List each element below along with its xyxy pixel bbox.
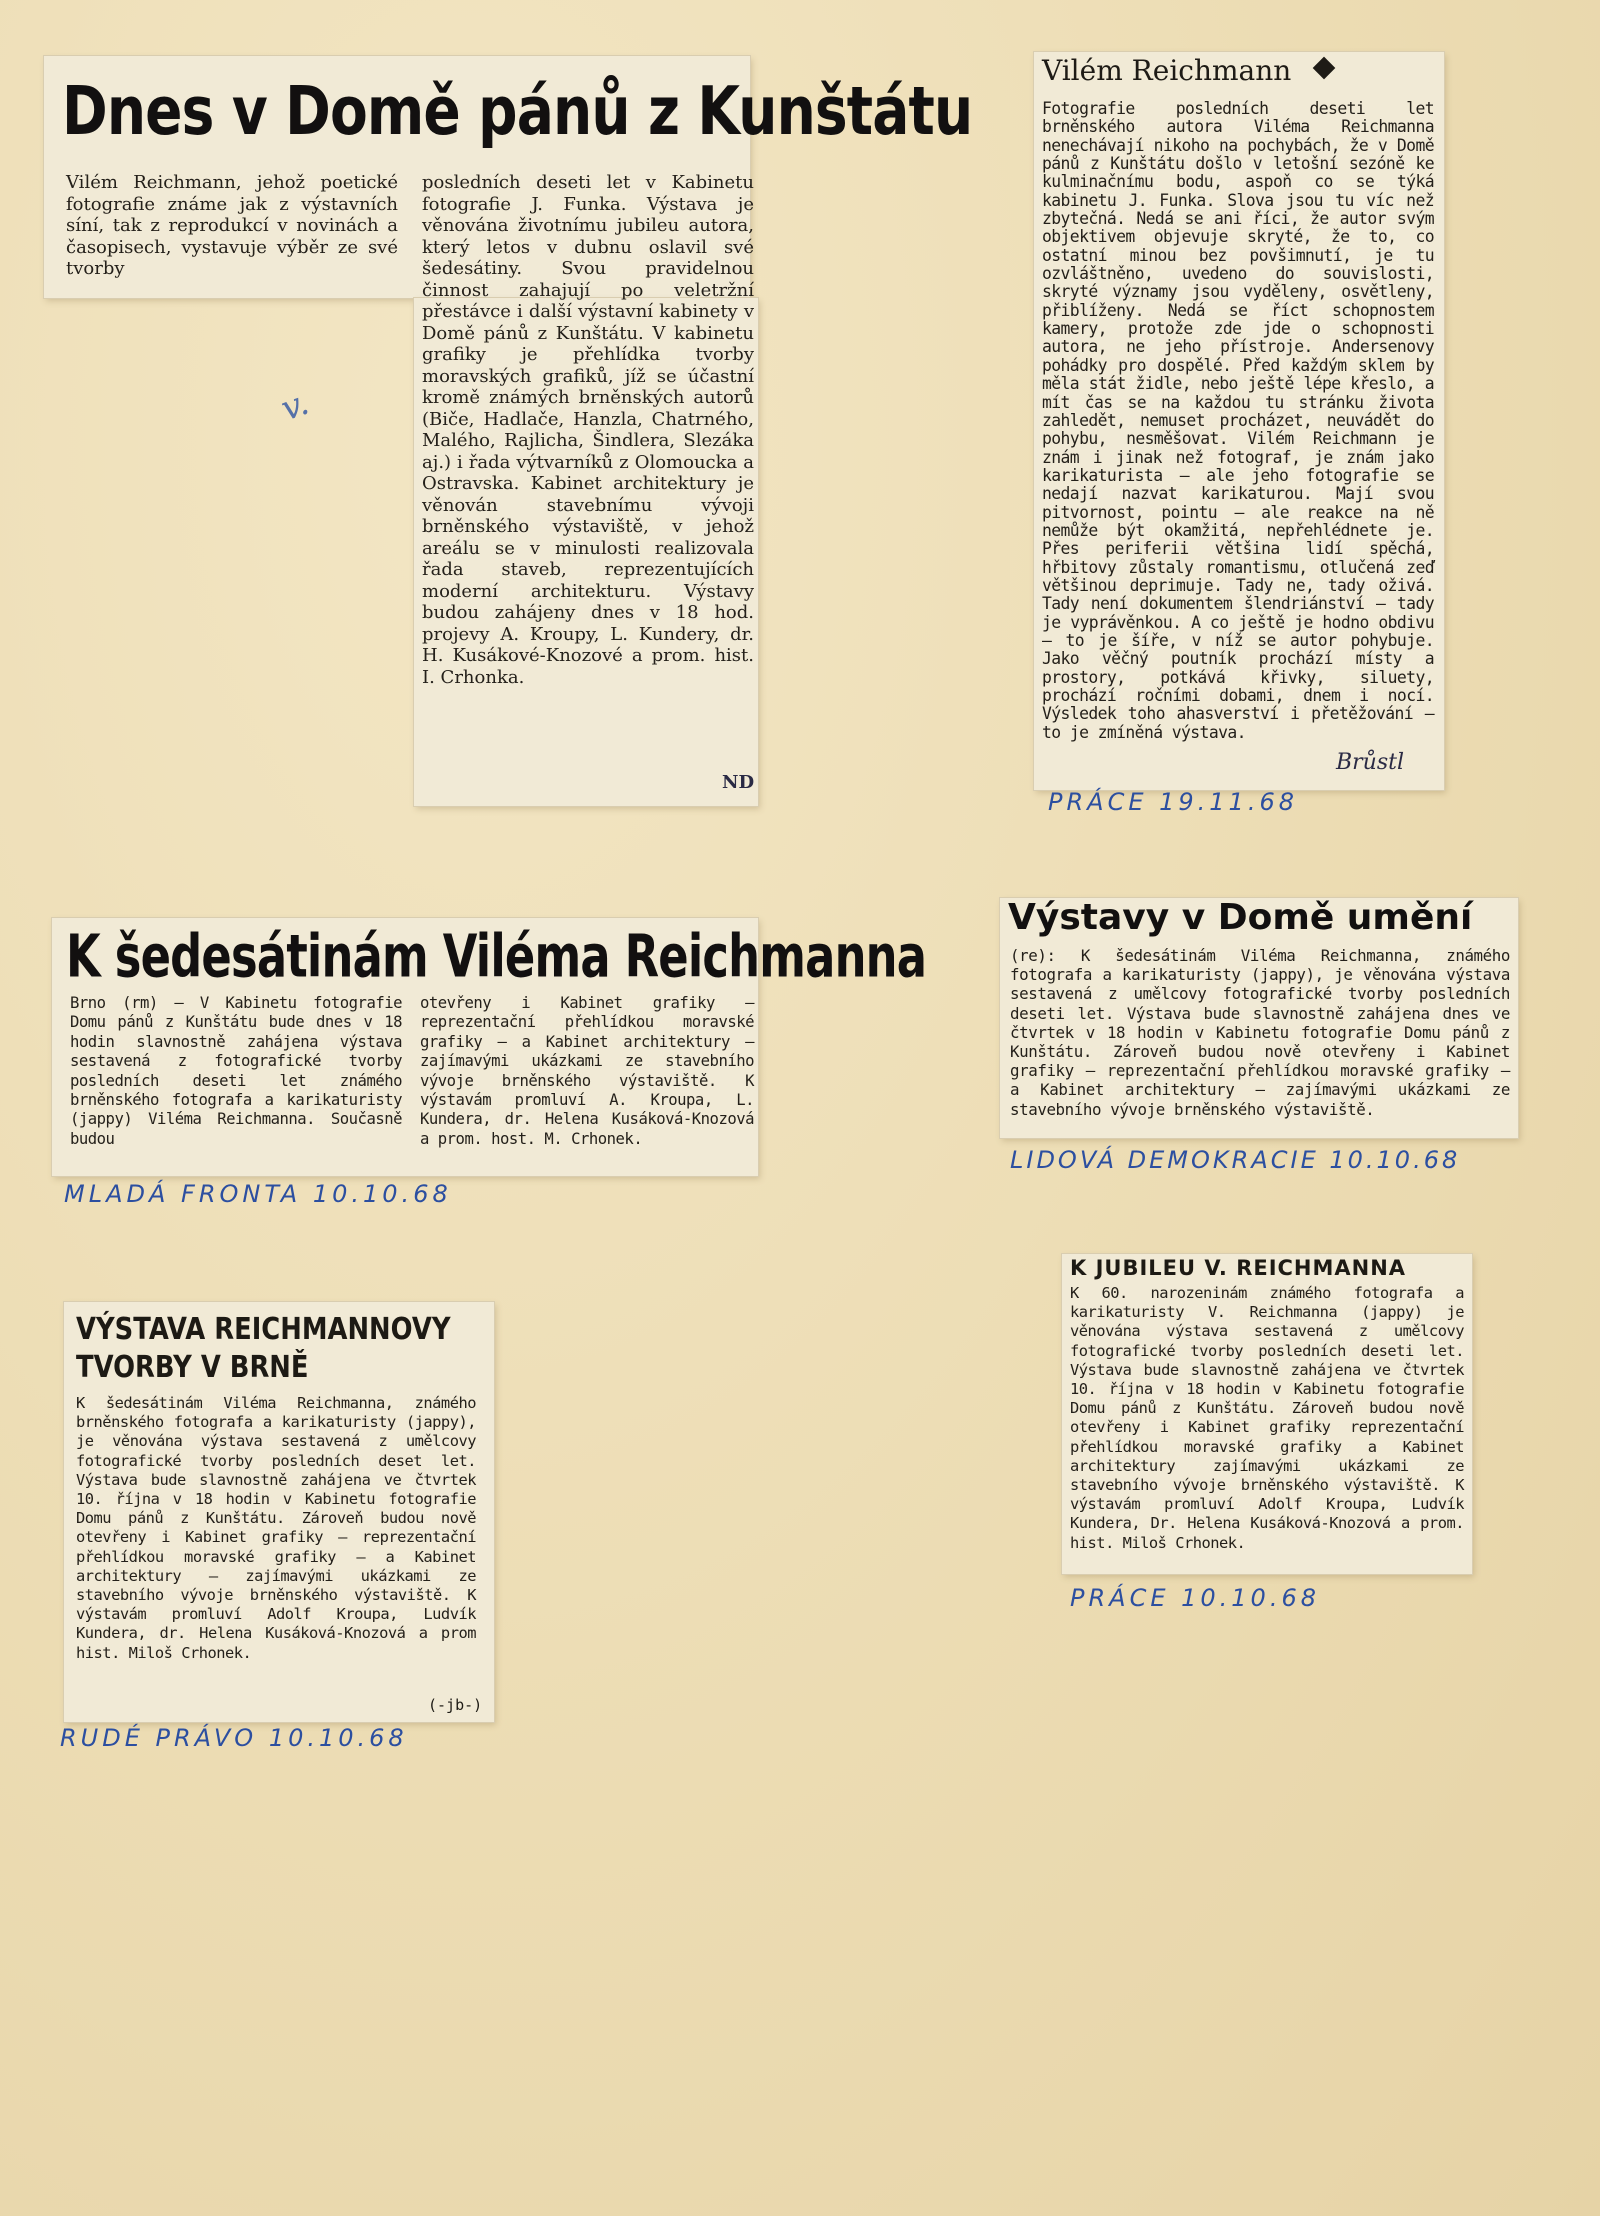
annotation-mlada-fronta-10-10-68: MLADÁ FRONTA 10.10.68: [64, 1180, 452, 1208]
clip6-text: K šedesátinám Viléma Reichmanna, známého brněnského fotografa a karikaturisty (jappy), je věnována výstava sestavená z umělcovy fotografické tvorby posledních deset let. Výstava bude slavnostně zahájena ve čtvrtek 10. října v 18 hodin v Kabinetu fotografie Domu pánů z Kunštátu. Zároveň budou nově otevřeny i Kabinet grafiky — reprezentační přehlídkou moravské grafiky — a Kabinet architektury — zajímavými ukázkami ze stavebního vývoje brněnského výstaviště. K výstavám promluví Adolf Kroupa, Ludvík Kundera, dr. Helena Kusáková-Knozová a prom hist. Miloš Crhonek.: [76, 1394, 476, 1662]
headline-vystavy-v-dome-umeni: Výstavy v Domě umění: [1008, 897, 1473, 938]
clip1-column-1: Vilém Reichmann, jehož poetické fotografie známe jak z výstavních síní, tak z reprodukcí v novinách a časopisech, vystavuje výběr ze své tvorby: [66, 172, 398, 279]
annotation-rude-pravo-10-10-68: RUDÉ PRÁVO 10.10.68: [60, 1724, 408, 1752]
clip1-signature: ND: [722, 772, 755, 793]
pencil-mark: v.: [275, 382, 315, 430]
annotation-prace-10-10-68: PRÁCE 10.10.68: [1070, 1584, 1320, 1612]
headline-k-sedesatinam: K šedesátinám Viléma Reichmanna: [66, 923, 927, 992]
clip3-column-1: Brno (rm) — V Kabinetu fotografie Domu pánů z Kunštátu bude dnes v 18 hodin slavnostně zahájena výstava sestavená z fotografické tvorby posledních deseti let známého brněnského fotografa a karikaturisty (jappy) Viléma Reichmanna. Současně budou: [70, 994, 402, 1148]
headline-vystava-line2: TVORBY V BRNĚ: [76, 1350, 309, 1385]
headline-k-jubileu: K JUBILEU V. REICHMANNA: [1070, 1256, 1407, 1280]
clip2-text: Fotografie posledních deseti let brněnského autora Viléma Reichmanna nenechávají nikoho na pochybách, že v Domě pánů z Kunštátu došlo v letošní sezóně ke kulminačnímu bodu, aspoň co se týká kabinetu J. Funka. Slova jsou tu víc než zbytečná. Nedá se ani říci, že autor svým objektivem objevuje skryté, že to, co ostatní minou bez povšimnutí, je tu ozvláštněno, uvedeno do souvislosti, skryté významy jsou vyděleny, osvětleny, přiblíženy. Nedá se říct schopnostem kamery, protože zde jde o schopnosti autora, ne jeho přístroje. Andersenovy pohádky pro dospělé. Před každým sklem by měla stát židle, nebo ještě lépe křeslo, a mít čas se na každou tu stránku života zahledět, nemuset procházet, neuvádět do pohybu, nesměšovat. Vilém Reichmann je znám i jinak než fotograf, je znám jako karikaturista — ale jeho fotografie se nedají nazvat karikaturou. Mají svou pitvornost, pointu — ale reakce na ně nemůže být okamžitá, nepřehlédnete je. Přes periferii většina lidí spěchá, hřbitovy zůstaly romantismu, otlučená zeď většinou deprimuje. Tady ne, tady oživá. Tady není dokumentem šlendriánství — tady je vyprávěnkou. A co ještě je hodno obdivu — to je šíře, v níž se autor pohybuje. Jako věčný poutník prochází místy a prostory, potkává křivky, siluety, prochází ročními dobami, dnem i nocí. Výsledek toho ahasverství i přetěžování — to je zmíněná výstava.: [1042, 99, 1434, 742]
headline-dnes-v-dome: Dnes v Domě pánů z Kunštátu: [62, 73, 973, 151]
clip4-text: (re): K šedesátinám Viléma Reichmanna, známého fotografa a karikaturisty (jappy), je věnována výstava sestavená z umělcovy fotografické tvorby posledních deseti let. Výstava bude slavnostně zahájena dnes ve čtvrtek v 18 hodin v Kabinetu fotografie Domu pánů z Kunštátu. Zároveň budou nově otevřeny i Kabinet grafiky — reprezentační přehlídkou moravské grafiky — a Kabinet architektury — zajímavými ukázkami ze stavebního vývoje brněnského výstaviště.: [1010, 946, 1510, 1119]
clip2-signature: Brůstl: [1336, 750, 1405, 775]
annotation-prace-19-11-68: PRÁCE 19.11.68: [1048, 788, 1298, 816]
clip3-column-2: otevřeny i Kabinet grafiky — reprezentační přehlídkou moravské grafiky — a Kabinet architektury — zajímavými ukázkami ze stavebního vývoje brněnského výstaviště. K výstavám promluví A. Kroupa, L. Kundera, dr. Helena Kusáková-Knozová a prom. host. M. Crhonek.: [420, 994, 754, 1148]
annotation-lidova-demokracie-10-10-68: LIDOVÁ DEMOKRACIE 10.10.68: [1010, 1146, 1461, 1174]
headline-vystava-line1: VÝSTAVA REICHMANNOVY: [76, 1312, 451, 1347]
clip1-column-2: posledních deseti let v Kabinetu fotografie J. Funka. Výstava je věnována životnímu jubileu autora, který letos v dubnu oslavil své šedesátiny. Svou pravidelnou činnost zahajují po veletržní přestávce i další výstavní kabinety v Domě pánů z Kunštátu. V kabinetu grafiky je přehlídka tvorby moravských grafiků, jíž se účastní kromě známých brněnských autorů (Biče, Hadlače, Hanzla, Chatrného, Malého, Rajlicha, Šindlera, Slezáka aj.) i řada výtvarníků z Olomoucka a Ostravska. Kabinet architektury je věnován stavebnímu vývoji brněnského výstaviště, v jehož areálu se v minulosti realizovala řada staveb, reprezentujících moderní architekturu. Výstavy budou zahájeny dnes v 18 hod. projevy A. Kroupy, L. Kundery, dr. H. Kusákové-Knozové a prom. hist. I. Crhonka.: [422, 172, 754, 688]
clip5-text: K 60. narozeninám známého fotografa a karikaturisty V. Reichmanna (jappy) je věnována výstava sestavená z umělcovy fotografické tvorby posledních deseti let. Výstava bude slavnostně zahájena ve čtvrtek 10. října v 18 hodin v Kabinetu fotografie Domu pánů z Kunštátu. Zároveň budou nově otevřeny i Kabinet grafiky reprezentační přehlídkou moravské grafiky a Kabinet architektury zajímavými ukázkami ze stavebního vývoje brněnského výstaviště. K výstavám promluví Adolf Kroupa, Ludvík Kundera, Dr. Helena Kusáková-Knozová a prom. hist. Miloš Crhonek.: [1070, 1284, 1464, 1552]
clip6-signature: (-jb-): [428, 1696, 483, 1714]
headline-vilem-reichmann: Vilém Reichmann: [1042, 54, 1292, 87]
